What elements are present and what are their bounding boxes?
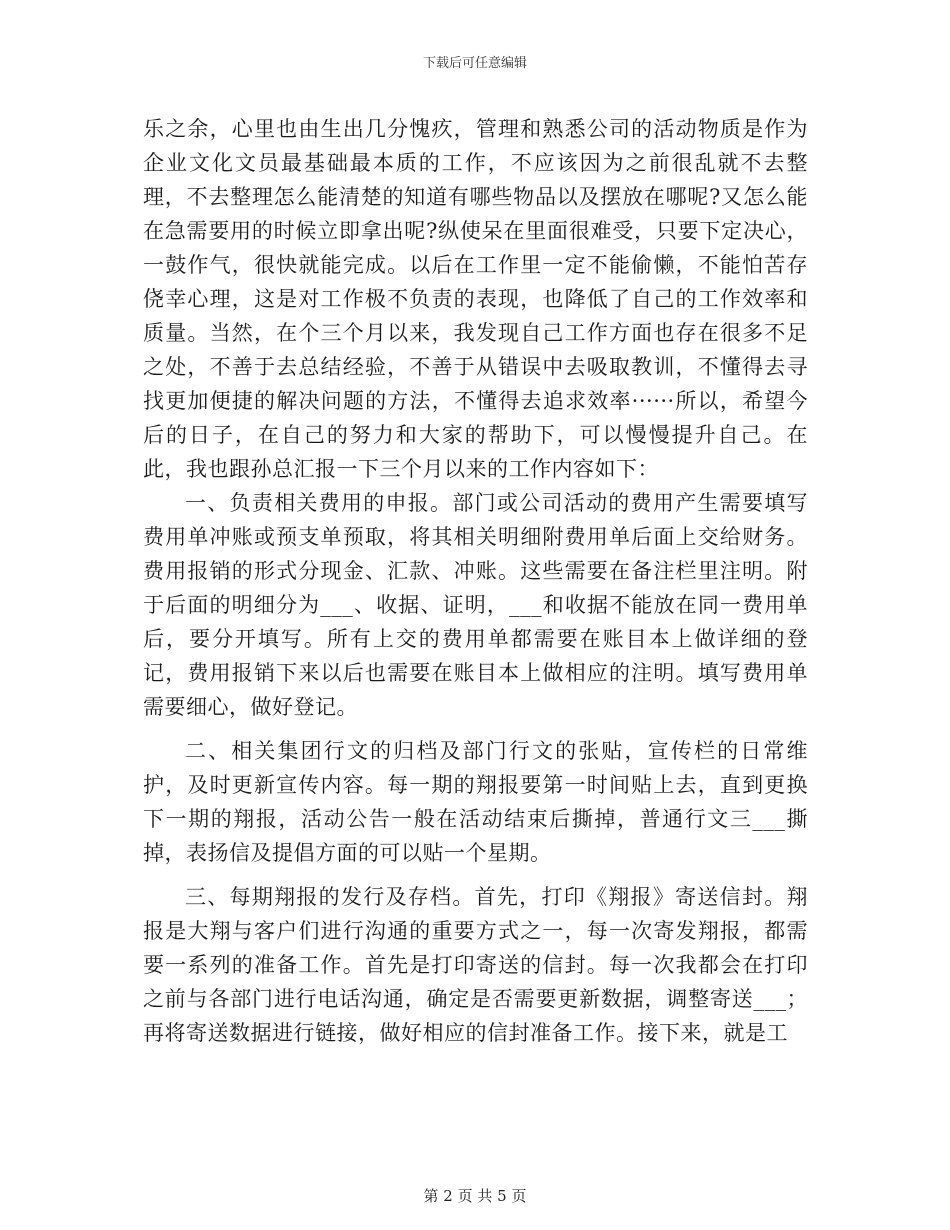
header-note: 下载后可任意编辑 (422, 56, 527, 71)
paragraph-newsletter-distribution: 三、每期翔报的发行及存档。首先，打印《翔报》寄送信封。翔报是大翔与客户们进行沟通的重要方式之一，每一次寄发翔报，都需要一系列的准备工作。首先是打印寄送的信封。每一次我都会在打印之前与各部门进行电话沟通，确定是否需要更新数据，调整寄送___；再将寄送数据进行链接，做好相应的信封准备工作。接下来，就是工 (143, 885, 808, 1045)
paragraph-continuation: 乐之余，心里也由生出几分愧疚，管理和熟悉公司的活动物质是作为企业文化文员最基础最本质的工作，不应该因为之前很乱就不去整理，不去整理怎么能清楚的知道有哪些物品以及摆放在哪呢?又怎么能在急需要用的时候立即拿出呢?纵使呆在里面很难受，只要下定决心，一鼓作气，很快就能完成。以后在工作里一定不能偷懒，不能怕苦存侥幸心理，这是对工作极不负责的表现，也降低了自己的工作效率和质量。当然，在个三个月以来，我发现自己工作方面也存在很多不足之处，不善于去总结经验，不善于从错误中去吸取教训，不懂得去寻找更加便捷的解决问题的方法，不懂得去追求效率······所以，希望今后的日子，在自己的努力和大家的帮助下，可以慢慢提升自己。在此，我也跟孙总汇报一下三个月以来的工作内容如下： (143, 117, 808, 481)
document-body (143, 112, 808, 1050)
paragraph-document-filing: 二、相关集团行文的归档及部门行文的张贴，宣传栏的日常维护，及时更新宣传内容。每一期的翔报要第一时间贴上去，直到更换下一期的翔报，活动公告一般在活动结束后撕掉，普通行文三___撕掉，表扬信及提倡方面的可以贴一个星期。 (143, 739, 808, 865)
paragraph-expense-reporting: 一、负责相关费用的申报。部门或公司活动的费用产生需要填写费用单冲账或预支单预取，将其相关明细附费用单后面上交给财务。费用报销的形式分现金、汇款、冲账。这些需要在备注栏里注明。附于后面的明细分为___、收据、证明，___和收据不能放在同一费用单后，要分开填写。所有上交的费用单都需要在账目本上做详细的登记，费用报销下来以后也需要在账目本上做相应的注明。填写费用单需要细心，做好登记。 (143, 491, 808, 719)
page-number: 第 2 页 共 5 页 (423, 1187, 527, 1205)
